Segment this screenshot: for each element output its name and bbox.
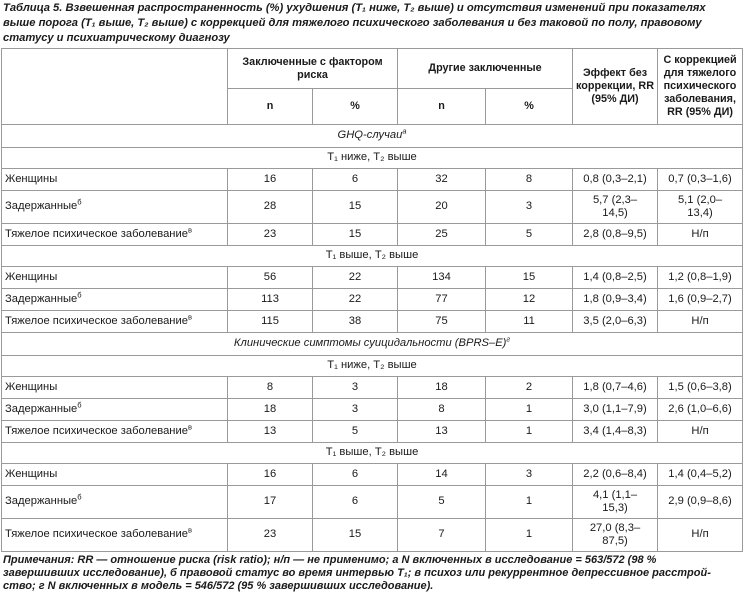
other-pct-cell: 12 [486, 289, 573, 311]
table-row [2, 399, 743, 421]
rr-adjusted-cell: 0,7 (0,3–1,6) [658, 169, 743, 191]
rr-raw-cell: 0,8 (0,3–2,1) [573, 169, 658, 191]
other-n-cell: 8 [398, 399, 486, 421]
row-label [2, 377, 228, 399]
risk-n-cell: 56 [228, 267, 313, 289]
row-label [2, 486, 228, 519]
other-group-header: Другие заключенные [398, 49, 573, 89]
subsection-row [2, 246, 743, 267]
row-label-text: Тяжелое психическое заболевание [5, 227, 188, 240]
caption-line-1: Таблица 5. Взвешенная распространенность (%) ухудшения (T₁ ниже, T₂ выше) и отсутствия изменений при показателях [3, 2, 706, 14]
effect-raw-header: Эффект без коррекции, RR (95% ДИ) [573, 49, 658, 125]
other-pct-cell: 5 [486, 224, 573, 246]
other-n-cell: 18 [398, 377, 486, 399]
risk-pct-cell: 5 [313, 421, 398, 443]
risk-n-cell: 17 [228, 486, 313, 519]
row-label-text: Женщины [5, 380, 58, 393]
risk-n-cell: 113 [228, 289, 313, 311]
risk-pct-cell: 22 [313, 267, 398, 289]
rr-raw-cell: 3,5 (2,0–6,3) [573, 311, 658, 333]
row-label [2, 267, 228, 289]
row-label [2, 399, 228, 421]
other-pct-cell: 1 [486, 399, 573, 421]
risk-pct-cell: 3 [313, 377, 398, 399]
rr-raw-cell: 2,8 (0,8–9,5) [573, 224, 658, 246]
other-n-cell: 75 [398, 311, 486, 333]
rr-adjusted-cell: Н/п [658, 224, 743, 246]
rr-raw-cell: 3,4 (1,4–8,3) [573, 421, 658, 443]
risk-n-cell: 18 [228, 399, 313, 421]
rr-adjusted-cell: Н/п [658, 421, 743, 443]
risk-pct-cell: 6 [313, 169, 398, 191]
rr-raw-cell: 1,4 (0,8–2,5) [573, 267, 658, 289]
other-pct-cell: 3 [486, 191, 573, 224]
other-n-cell: 25 [398, 224, 486, 246]
other-pct-cell: 11 [486, 311, 573, 333]
rr-raw-cell: 1,8 (0,9–3,4) [573, 289, 658, 311]
table-row [2, 289, 743, 311]
caption-line-3: статусу и психиатрическому диагнозу [3, 32, 230, 44]
row-label-text: Задержанные [5, 292, 78, 305]
other-pct-cell: 1 [486, 486, 573, 519]
other-n-cell: 32 [398, 169, 486, 191]
row-label-text: Тяжелое психическое заболевание [5, 424, 188, 437]
subsection-title: T₁ выше, T₂ выше [2, 246, 743, 267]
risk-pct-cell: 15 [313, 224, 398, 246]
rr-adjusted-cell: Н/п [658, 519, 743, 552]
table-row [2, 464, 743, 486]
risk-pct-header: % [313, 89, 398, 125]
row-label-text: Женщины [5, 270, 58, 283]
row-label-text: Тяжелое психическое заболевание [5, 528, 188, 541]
rr-adjusted-cell: Н/п [658, 311, 743, 333]
subsection-title: T₁ ниже, T₂ выше [2, 356, 743, 377]
section-title-footnote: а [402, 126, 407, 136]
subsection-title: T₁ выше, T₂ выше [2, 443, 743, 464]
risk-pct-cell: 15 [313, 191, 398, 224]
rr-raw-cell: 4,1 (1,1– 15,3) [573, 486, 658, 519]
table-body [2, 125, 743, 552]
table-row [2, 377, 743, 399]
table-row [2, 224, 743, 246]
risk-n-cell: 115 [228, 311, 313, 333]
section-row [2, 333, 743, 356]
rr-adjusted-cell: 2,9 (0,9–8,6) [658, 486, 743, 519]
row-label [2, 169, 228, 191]
risk-pct-cell: 6 [313, 464, 398, 486]
rr-adjusted-cell: 1,2 (0,8–1,9) [658, 267, 743, 289]
row-label [2, 464, 228, 486]
row-label-text: Задержанные [5, 402, 78, 415]
row-label-text: Задержанные [5, 495, 78, 508]
other-n-cell: 7 [398, 519, 486, 552]
table-row [2, 486, 743, 519]
row-label-text: Задержанные [5, 200, 78, 213]
row-label-footnote: б [77, 492, 82, 502]
table-row [2, 191, 743, 224]
section-title [2, 333, 743, 356]
table-header [2, 49, 743, 125]
rr-adjusted-cell: 5,1 (2,0– 13,4) [658, 191, 743, 224]
subsection-row [2, 443, 743, 464]
risk-group-header: Заключенные с фактором риска [228, 49, 398, 89]
row-label-footnote: в [187, 525, 192, 535]
table-row [2, 311, 743, 333]
other-pct-cell: 2 [486, 377, 573, 399]
subsection-row [2, 148, 743, 169]
rr-adjusted-cell: 2,6 (1,0–6,6) [658, 399, 743, 421]
table-row [2, 519, 743, 552]
row-label [2, 311, 228, 333]
results-table [1, 48, 743, 552]
row-label-footnote: в [187, 312, 192, 322]
other-n-cell: 134 [398, 267, 486, 289]
effect-adjusted-header: С коррекцией для тяжелого психического заболевания, RR (95% ДИ) [658, 49, 743, 125]
other-n-cell: 13 [398, 421, 486, 443]
notes-line-3: ство; г N включенных в модель = 546/572 (95 % завершивших исследование). [3, 580, 434, 592]
risk-pct-cell: 15 [313, 519, 398, 552]
other-pct-cell: 1 [486, 519, 573, 552]
other-pct-cell: 8 [486, 169, 573, 191]
risk-pct-cell: 38 [313, 311, 398, 333]
row-label-footnote: б [77, 290, 82, 300]
other-n-cell: 14 [398, 464, 486, 486]
section-title-footnote: г [506, 334, 511, 344]
risk-pct-cell: 22 [313, 289, 398, 311]
row-label-footnote: б [77, 197, 82, 207]
other-n-cell: 77 [398, 289, 486, 311]
risk-n-cell: 8 [228, 377, 313, 399]
table-caption [1, 0, 742, 48]
row-label [2, 421, 228, 443]
rr-adjusted-cell: 1,4 (0,4–5,2) [658, 464, 743, 486]
rr-adjusted-cell: 1,6 (0,9–2,7) [658, 289, 743, 311]
caption-line-2: выше порога (T₁ выше, T₂ выше) с коррекцией для тяжелого психического заболевания и без таковой по полу, правовому [3, 17, 702, 29]
other-n-cell: 5 [398, 486, 486, 519]
other-pct-cell: 1 [486, 421, 573, 443]
rr-raw-cell: 5,7 (2,3– 14,5) [573, 191, 658, 224]
risk-pct-cell: 3 [313, 399, 398, 421]
rr-adjusted-cell: 1,5 (0,6–3,8) [658, 377, 743, 399]
row-label-footnote: в [187, 422, 192, 432]
other-pct-cell: 3 [486, 464, 573, 486]
rr-raw-cell: 3,0 (1,1–7,9) [573, 399, 658, 421]
risk-n-cell: 23 [228, 519, 313, 552]
table-row [2, 169, 743, 191]
subsection-row [2, 356, 743, 377]
rr-raw-cell: 1,8 (0,7–4,6) [573, 377, 658, 399]
risk-n-cell: 28 [228, 191, 313, 224]
other-pct-cell: 15 [486, 267, 573, 289]
rr-raw-cell: 2,2 (0,6–8,4) [573, 464, 658, 486]
row-label-footnote: в [187, 225, 192, 235]
section-row [2, 125, 743, 148]
risk-n-cell: 16 [228, 464, 313, 486]
rr-raw-cell: 27,0 (8,3– 87,5) [573, 519, 658, 552]
label-column-header [2, 49, 228, 125]
row-label-text: Женщины [5, 467, 58, 480]
row-label [2, 519, 228, 552]
risk-n-header: n [228, 89, 313, 125]
row-label [2, 191, 228, 224]
row-label [2, 289, 228, 311]
other-n-header: n [398, 89, 486, 125]
notes-line-2: завершивших исследование), б правовой статус во время интервью T₁; в психоз или рекуррентное депрессивное расстрой- [3, 567, 711, 579]
risk-n-cell: 13 [228, 421, 313, 443]
row-label-text: Женщины [5, 172, 58, 185]
row-label-text: Тяжелое психическое заболевание [5, 314, 188, 327]
subsection-title: T₁ ниже, T₂ выше [2, 148, 743, 169]
row-label-footnote: б [77, 400, 82, 410]
risk-n-cell: 23 [228, 224, 313, 246]
other-pct-header: % [486, 89, 573, 125]
section-title-text: GHQ-случаи [337, 129, 403, 142]
risk-pct-cell: 6 [313, 486, 398, 519]
table-row [2, 421, 743, 443]
section-title-text: Клинические симптомы суицидальности (BPRS–E) [233, 337, 507, 350]
risk-n-cell: 16 [228, 169, 313, 191]
table-notes [1, 552, 742, 593]
notes-line-1: Примечания: RR — отношение риска (risk ratio); н/п — не применимо; а N включенных в исследование = 563/572 (98 % [3, 554, 657, 566]
row-label [2, 224, 228, 246]
section-title [2, 125, 743, 148]
other-n-cell: 20 [398, 191, 486, 224]
table-row [2, 267, 743, 289]
